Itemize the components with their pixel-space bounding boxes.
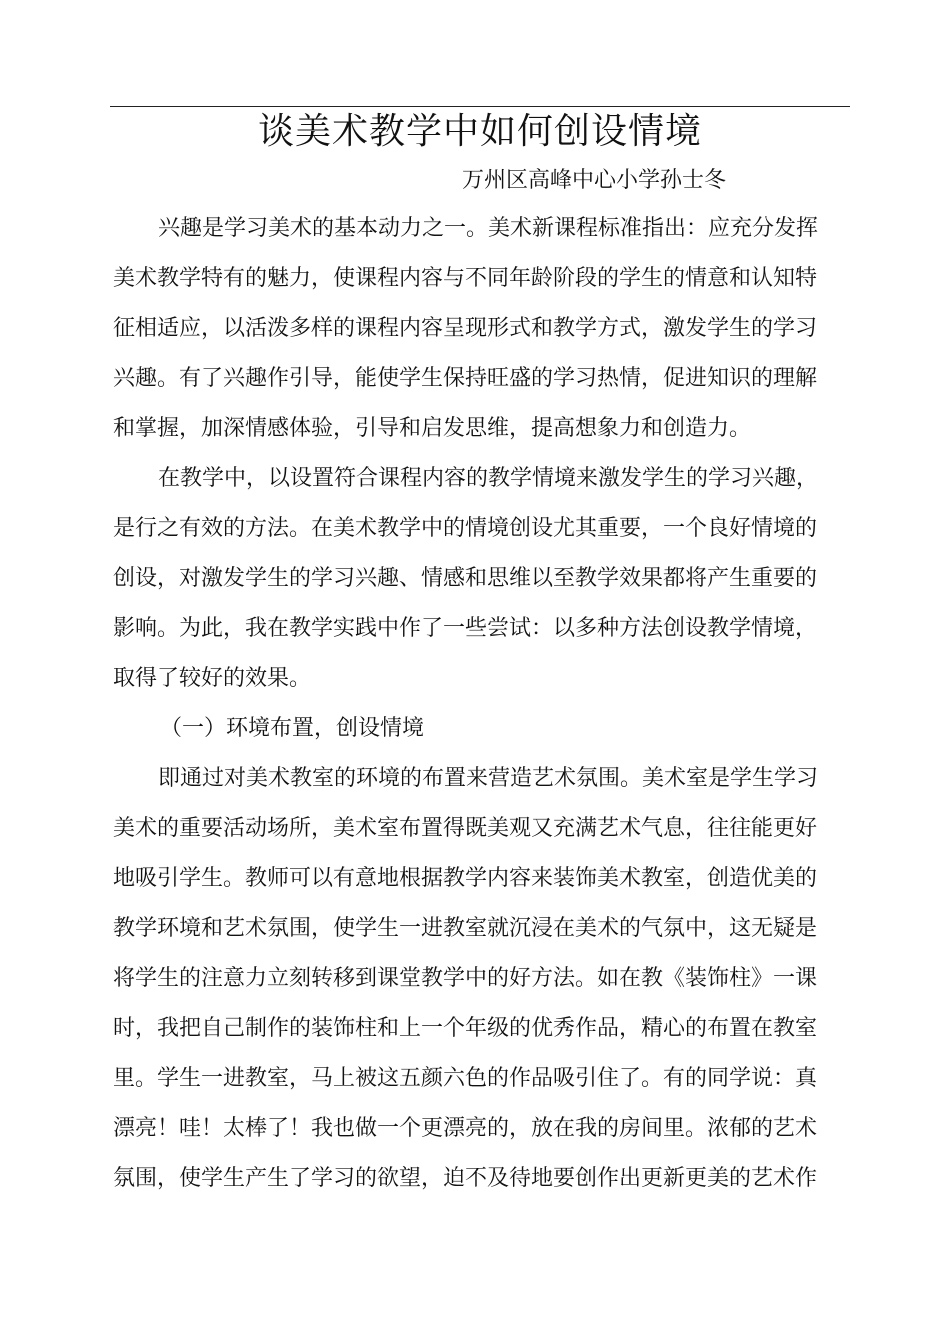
- paragraph-line: 里。学生一进教室，马上被这五颜六色的作品吸引住了。有的同学说：真: [113, 1066, 818, 1091]
- paragraph-line: 漂亮！哇！太棒了！我也做一个更漂亮的，放在我的房间里。浓郁的艺术: [113, 1116, 818, 1141]
- author-line: 万州区高峰中心小学孙士冬: [462, 168, 727, 193]
- paragraph-line: 即通过对美术教室的环境的布置来营造艺术氛围。美术室是学生学习: [158, 766, 819, 791]
- paragraph-line: 兴趣是学习美术的基本动力之一。美术新课程标准指出：应充分发挥: [158, 216, 819, 241]
- paragraph-line: 地吸引学生。教师可以有意地根据教学内容来装饰美术教室，创造优美的: [113, 866, 818, 891]
- paragraph-line: 征相适应，以活泼多样的课程内容呈现形式和教学方式，激发学生的学习: [113, 316, 818, 341]
- paragraph-line: 将学生的注意力立刻转移到课堂教学中的好方法。如在教《装饰柱》一课: [113, 966, 818, 991]
- paragraph-line: 美术的重要活动场所，美术室布置得既美观又充满艺术气息，往往能更好: [113, 816, 818, 841]
- paragraph-line: 取得了较好的效果。: [113, 666, 312, 691]
- paragraph-line: 时，我把自己制作的装饰柱和上一个年级的优秀作品，精心的布置在教室: [113, 1016, 818, 1041]
- paragraph-line: 氛围，使学生产生了学习的欲望，迫不及待地要创作出更新更美的艺术作: [113, 1166, 818, 1191]
- paragraph-line: 和掌握，加深情感体验，引导和启发思维，提高想象力和创造力。: [113, 416, 752, 441]
- paragraph-line: 影响。为此，我在教学实践中作了一些尝试：以多种方法创设教学情境，: [113, 616, 818, 641]
- section-heading: （一）环境布置，创设情境: [160, 716, 425, 741]
- page-title: 谈美术教学中如何创设情境: [257, 111, 702, 152]
- header-rule: [110, 106, 850, 107]
- paragraph-line: 教学环境和艺术氛围，使学生一进教室就沉浸在美术的气氛中，这无疑是: [113, 916, 818, 941]
- paragraph-line: 兴趣。有了兴趣作引导，能使学生保持旺盛的学习热情，促进知识的理解: [113, 366, 818, 391]
- paragraph-line: 在教学中，以设置符合课程内容的教学情境来激发学生的学习兴趣，: [158, 466, 819, 491]
- paragraph-line: 创设，对激发学生的学习兴趣、情感和思维以至教学效果都将产生重要的: [113, 566, 818, 591]
- paragraph-line: 是行之有效的方法。在美术教学中的情境创设尤其重要，一个良好情境的: [113, 516, 818, 541]
- paragraph-line: 美术教学特有的魅力，使课程内容与不同年龄阶段的学生的情意和认知特: [113, 266, 818, 291]
